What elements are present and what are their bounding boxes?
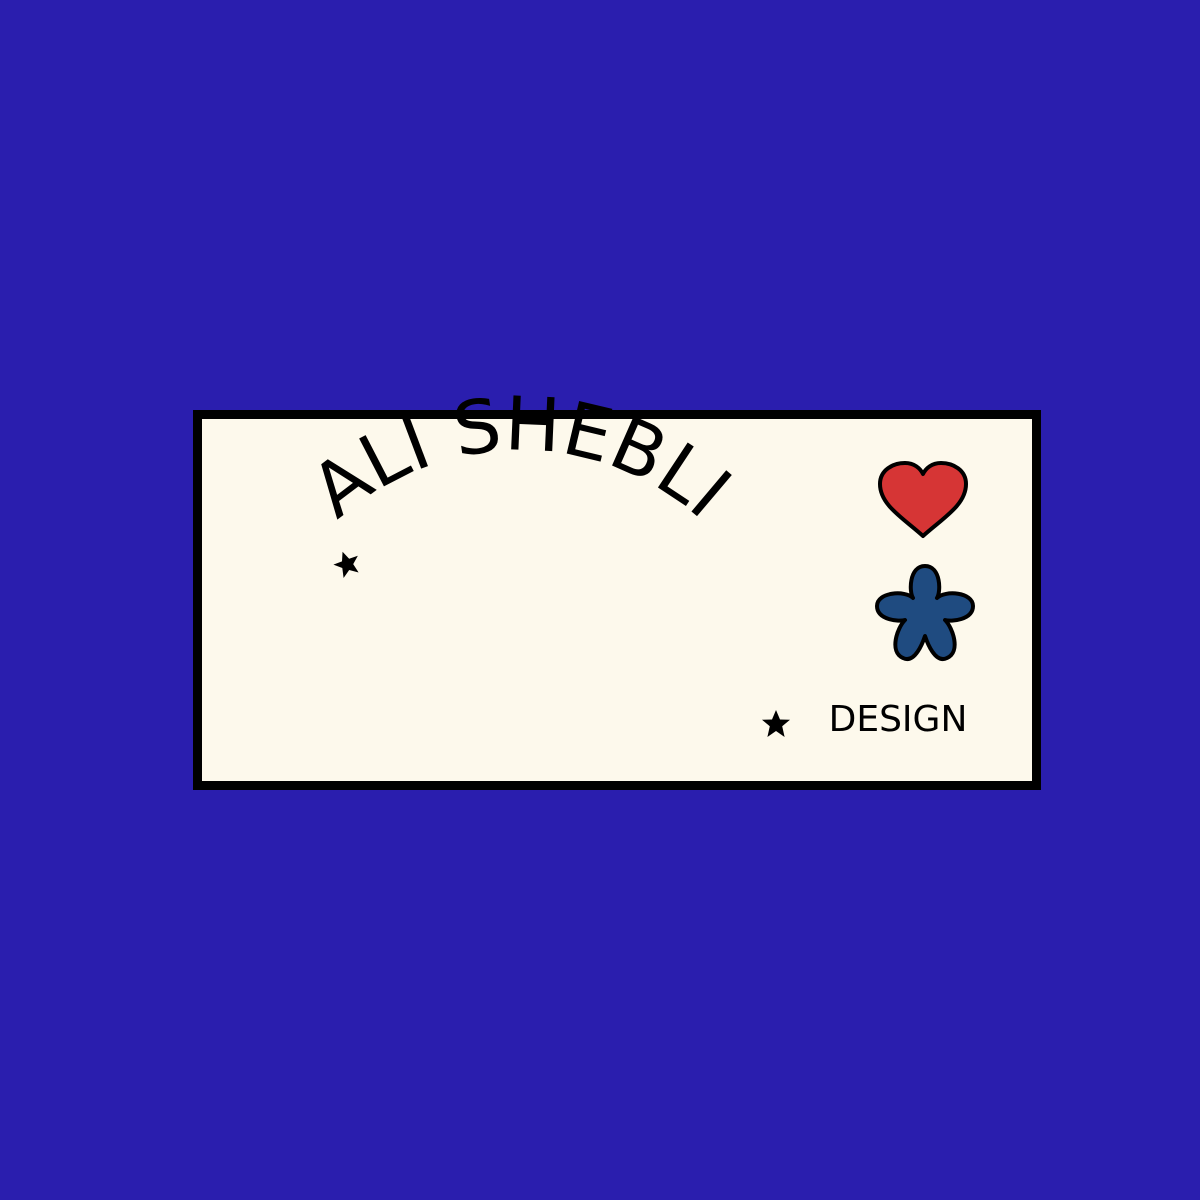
heart-icon	[880, 463, 966, 536]
star-icon	[762, 710, 790, 737]
tagline: DESIGN	[828, 699, 968, 740]
star-icon	[330, 547, 363, 579]
flower-icon	[877, 566, 973, 659]
brand-name: ALI SHEBLI	[295, 381, 747, 535]
